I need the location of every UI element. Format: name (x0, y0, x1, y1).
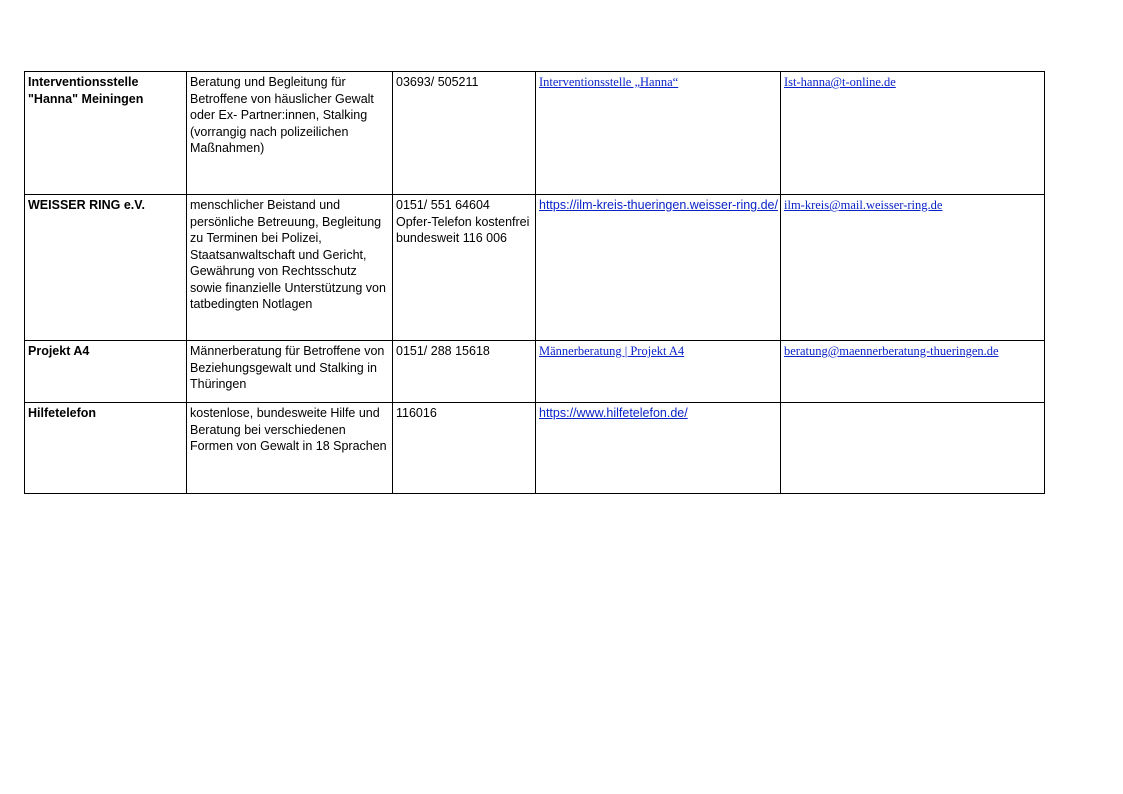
org-email-link[interactable]: beratung@maennerberatung-thueringen.de (784, 344, 999, 358)
org-phone-line: 0151/ 551 64604 (396, 198, 490, 212)
org-website-cell (536, 72, 781, 195)
org-phone (393, 195, 536, 341)
org-name: WEISSER RING e.V. (25, 195, 187, 341)
org-website-cell (536, 195, 781, 341)
org-website-link[interactable]: https://ilm-kreis-thueringen.weisser-ring.de/ (539, 198, 778, 212)
org-email-cell (781, 72, 1045, 195)
org-phone: 116016 (393, 403, 536, 494)
org-name: Interventionsstelle "Hanna" Meiningen (25, 72, 187, 195)
org-phone-note: Opfer-Telefon kostenfrei bundesweit 116 006 (396, 214, 530, 245)
table-row (25, 72, 1045, 195)
table-row (25, 195, 1045, 341)
org-email-cell (781, 341, 1045, 403)
org-website-link[interactable]: Interventionsstelle „Hanna“ (539, 75, 679, 89)
org-website-link[interactable]: https://www.hilfetelefon.de/ (539, 406, 688, 420)
org-website-link[interactable]: Männerberatung | Projekt A4 (539, 344, 685, 358)
org-email-link[interactable]: Ist-hanna@t-online.de (784, 75, 896, 89)
org-name: Hilfetelefon (25, 403, 187, 494)
org-description: menschlicher Beistand und persönliche Betreuung, Begleitung zu Terminen bei Polizei, Staatsanwaltschaft und Gericht, Gewährung von Rechtsschutz sowie finanzielle Unterstützung von tatbedingten Notlagen (187, 195, 393, 341)
org-description: Männerberatung für Betroffene von Beziehungsgewalt und Stalking in Thüringen (187, 341, 393, 403)
org-description: kostenlose, bundesweite Hilfe und Beratung bei verschiedenen Formen von Gewalt in 18 Sprachen (187, 403, 393, 494)
org-phone: 03693/ 505211 (393, 72, 536, 195)
org-email-cell (781, 403, 1045, 494)
org-website-cell (536, 403, 781, 494)
org-phone: 0151/ 288 15618 (393, 341, 536, 403)
org-description: Beratung und Begleitung für Betroffene von häuslicher Gewalt oder Ex- Partner:innen, Stalking (vorrangig nach polizeilichen Maßnahmen) (187, 72, 393, 195)
contacts-table (24, 71, 1045, 494)
org-name: Projekt A4 (25, 341, 187, 403)
table-row (25, 341, 1045, 403)
table-row (25, 403, 1045, 494)
org-email-link[interactable]: ilm-kreis@mail.weisser-ring.de (784, 198, 943, 212)
org-email-cell (781, 195, 1045, 341)
org-website-cell (536, 341, 781, 403)
